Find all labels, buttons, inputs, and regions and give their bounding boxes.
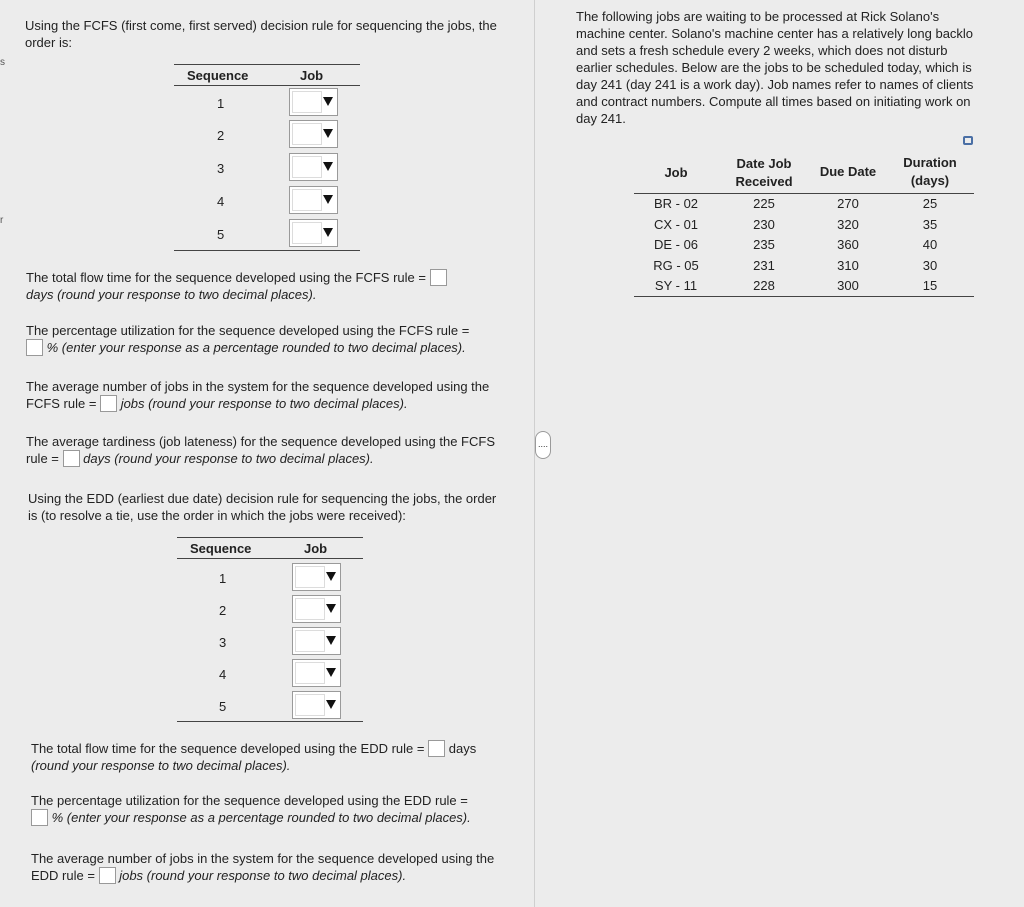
- edd-job-select-5[interactable]: [292, 691, 341, 719]
- fcfs-sequence-header: Sequence: [187, 68, 249, 83]
- fcfs-utilization-label: The percentage utilization for the sequence developed using the FCFS rule =: [26, 323, 470, 338]
- job-received: 230: [753, 217, 775, 232]
- fcfs-tardiness-question: [26, 433, 501, 467]
- chevron-down-icon: [323, 195, 333, 204]
- edd-seq-number: 1: [219, 571, 227, 586]
- edd-job-select-1[interactable]: [292, 563, 341, 591]
- fcfs-seq-number: 4: [217, 194, 225, 209]
- problem-line: and contract numbers. Compute all times based on initiating work on: [576, 94, 971, 109]
- fcfs-seq-number: 3: [217, 161, 225, 176]
- fcfs-job-select-2[interactable]: [289, 120, 338, 148]
- edd-avg-jobs-input[interactable]: [99, 867, 116, 884]
- fcfs-tardiness-label: The average tardiness (job lateness) for the sequence developed using the FCFS rule =: [26, 434, 495, 466]
- edd-row-3: [177, 627, 363, 659]
- edd-sequence-header: Sequence: [190, 541, 252, 556]
- jobs-header-job: Job: [664, 165, 688, 180]
- edd-avg-jobs-note: jobs (round your response to two decimal places).: [119, 868, 407, 883]
- fcfs-job-header: Job: [300, 68, 324, 83]
- jobs-header-duration-line2: (days): [910, 173, 950, 188]
- fcfs-avg-jobs-question: [26, 378, 511, 412]
- edge-mark-middle: r: [0, 215, 4, 226]
- fcfs-seq-number: 5: [217, 227, 225, 242]
- job-duration: 30: [922, 258, 938, 273]
- fcfs-row-4: [174, 186, 360, 218]
- jobs-header-received-line2: Received: [735, 174, 793, 189]
- chevron-down-icon: [323, 228, 333, 237]
- job-due: 270: [837, 196, 859, 211]
- edd-seq-number: 3: [219, 635, 227, 650]
- edd-table-bottom-rule: [177, 721, 363, 722]
- job-duration: 35: [922, 217, 938, 232]
- problem-panel: [548, 0, 1024, 907]
- fcfs-job-select-1[interactable]: [289, 88, 338, 116]
- fcfs-avg-jobs-label: The average number of jobs in the system for the sequence developed using the FCFS rule =: [26, 379, 490, 411]
- fcfs-seq-number: 2: [217, 128, 225, 143]
- job-duration: 25: [922, 196, 938, 211]
- edd-row-2: [177, 595, 363, 627]
- job-received: 225: [753, 196, 775, 211]
- edd-flow-time-label: The total flow time for the sequence developed using the EDD rule =: [31, 741, 425, 756]
- job-due: 310: [837, 258, 859, 273]
- fcfs-avg-jobs-note: jobs (round your response to two decimal places).: [120, 396, 408, 411]
- job-received: 231: [753, 258, 775, 273]
- edd-row-5: [177, 691, 363, 723]
- fcfs-job-select-3[interactable]: [289, 153, 338, 181]
- problem-line: and sets a fresh schedule every 2 weeks, which does not disturb: [576, 43, 948, 58]
- job-duration: 15: [922, 278, 938, 293]
- fcfs-flow-time-input[interactable]: [430, 269, 447, 286]
- edd-row-1: [177, 563, 363, 595]
- fcfs-flow-time-label: The total flow time for the sequence developed using the FCFS rule =: [26, 270, 426, 285]
- edd-job-select-3[interactable]: [292, 627, 341, 655]
- fcfs-flow-time-question: [26, 269, 526, 303]
- job-due: 360: [837, 237, 859, 252]
- edd-avg-jobs-label: The average number of jobs in the system for the sequence developed using the EDD rule =: [31, 851, 495, 883]
- fcfs-seq-number: 1: [217, 96, 225, 111]
- edd-flow-time-note: (round your response to two decimal places).: [31, 758, 291, 773]
- edge-mark-top: s: [0, 57, 5, 68]
- jobs-header-rule: [634, 193, 974, 194]
- edd-utilization-question: [31, 792, 531, 826]
- chevron-down-icon: [323, 162, 333, 171]
- edd-sequence-table: [177, 537, 363, 722]
- edd-row-4: [177, 659, 363, 691]
- job-received: 228: [753, 278, 775, 293]
- edd-job-select-2[interactable]: [292, 595, 341, 623]
- job-name: BR - 02: [653, 196, 699, 211]
- fcfs-row-3: [174, 153, 360, 185]
- fcfs-row-2: [174, 120, 360, 152]
- fcfs-tardiness-note: days (round your response to two decimal places).: [83, 451, 374, 466]
- problem-text: [576, 8, 1024, 127]
- problem-line: earlier schedules. Below are the jobs to be scheduled today, which is: [576, 60, 972, 75]
- fcfs-table-header: [174, 64, 360, 86]
- chevron-down-icon: [326, 668, 336, 677]
- job-name: SY - 11: [654, 278, 698, 293]
- chevron-down-icon: [323, 129, 333, 138]
- edd-flow-time-question: [31, 740, 531, 774]
- fcfs-utilization-note: % (enter your response as a percentage rounded to two decimal places).: [46, 340, 466, 355]
- job-due: 300: [837, 278, 859, 293]
- chevron-down-icon: [326, 700, 336, 709]
- more-options-button[interactable]: ....: [535, 431, 551, 459]
- edd-utilization-label: The percentage utilization for the sequence developed using the EDD rule =: [31, 793, 468, 808]
- problem-line: day 241.: [576, 111, 626, 126]
- job-received: 235: [753, 237, 775, 252]
- job-name: CX - 01: [653, 217, 699, 232]
- fcfs-sequence-table: [174, 64, 360, 252]
- data-table-icon[interactable]: [963, 136, 973, 145]
- fcfs-row-1: [174, 88, 360, 120]
- edd-table-header: [177, 537, 363, 559]
- edd-seq-number: 4: [219, 667, 227, 682]
- edd-job-select-4[interactable]: [292, 659, 341, 687]
- jobs-header-due: Due Date: [819, 164, 877, 179]
- job-duration: 40: [922, 237, 938, 252]
- jobs-header-received: [718, 155, 810, 191]
- edd-intro: Using the EDD (earliest due date) decision rule for sequencing the jobs, the order is (to resolve a tie, use the order in which the jobs were received):: [28, 491, 497, 523]
- edd-seq-number: 5: [219, 699, 227, 714]
- jobs-header-duration-line1: Duration: [903, 155, 957, 170]
- problem-line: day 241 (day 241 is a work day). Job names refer to names of clients: [576, 77, 974, 92]
- job-name: RG - 05: [653, 258, 699, 273]
- edd-job-header: Job: [304, 541, 328, 556]
- jobs-header-duration: [886, 154, 974, 190]
- job-due: 320: [837, 217, 859, 232]
- fcfs-job-select-4[interactable]: [289, 186, 338, 214]
- job-name: DE - 06: [653, 237, 699, 252]
- fcfs-flow-time-note: days (round your response to two decimal places).: [26, 287, 317, 302]
- problem-line: machine center. Solano's machine center has a relatively long backlo: [576, 26, 974, 41]
- fcfs-row-5: [174, 219, 360, 251]
- edd-flow-time-unit: days: [448, 741, 477, 756]
- problem-line: The following jobs are waiting to be processed at Rick Solano's: [576, 9, 940, 24]
- chevron-down-icon: [326, 604, 336, 613]
- edd-flow-time-input[interactable]: [428, 740, 445, 757]
- edd-utilization-note: % (enter your response as a percentage rounded to two decimal places).: [51, 810, 471, 825]
- jobs-bottom-rule: [634, 296, 974, 297]
- edd-utilization-input[interactable]: [31, 809, 48, 826]
- chevron-down-icon: [323, 97, 333, 106]
- fcfs-utilization-question: [26, 322, 526, 356]
- fcfs-table-bottom-rule: [174, 250, 360, 251]
- jobs-header-received-line1: Date Job: [736, 156, 792, 171]
- chevron-down-icon: [326, 636, 336, 645]
- chevron-down-icon: [326, 572, 336, 581]
- edd-seq-number: 2: [219, 603, 227, 618]
- fcfs-intro: Using the FCFS (first come, first served) decision rule for sequencing the jobs, the order is:: [25, 18, 497, 50]
- fcfs-job-select-5[interactable]: [289, 219, 338, 247]
- edd-avg-jobs-question: [31, 850, 516, 884]
- fcfs-tardiness-input[interactable]: [63, 450, 80, 467]
- fcfs-utilization-input[interactable]: [26, 339, 43, 356]
- fcfs-avg-jobs-input[interactable]: [100, 395, 117, 412]
